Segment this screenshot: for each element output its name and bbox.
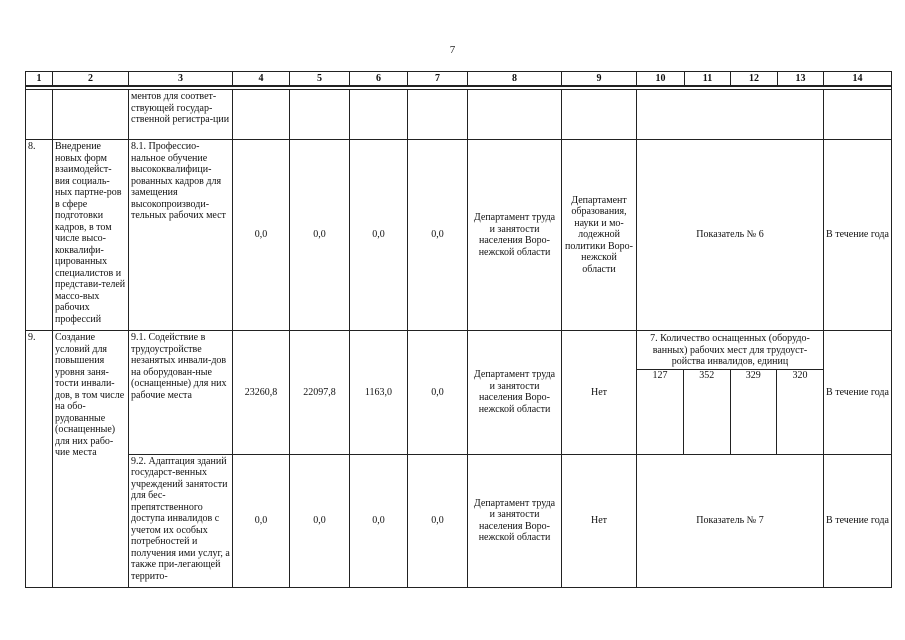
col-header-4: 4 xyxy=(233,72,290,87)
executor: Департамент труда и занятости населения Воро-нежской области xyxy=(468,454,562,587)
col-header-6: 6 xyxy=(350,72,408,87)
measure-text: 9.2. Адаптация зданий государст-венных учреждений занятости для бес-препятственного доступа инвалидов с учетом их особых потребностей и получения ими услуг, а также при-легающей террито- xyxy=(129,454,233,587)
funding-other: 0,0 xyxy=(408,454,468,587)
executor: Департамент труда и занятости населения Воро-нежской области xyxy=(468,140,562,331)
column-number-header xyxy=(26,72,892,87)
col-header-11: 11 xyxy=(685,72,731,87)
indicator-value: 127 xyxy=(637,369,684,454)
term: В течение года xyxy=(824,454,892,587)
col-header-2: 2 xyxy=(53,72,129,87)
table-row-continuation xyxy=(26,90,892,140)
col-header-13: 13 xyxy=(778,72,824,87)
indicator-values xyxy=(637,369,823,454)
funding-regional: 1163,0 xyxy=(350,331,408,455)
col-header-1: 1 xyxy=(26,72,53,87)
funding-regional: 0,0 xyxy=(350,140,408,331)
co-executor: Нет xyxy=(562,454,637,587)
measure-text: 8.1. Профессио-нальное обучение высококвалифици-рованных кадров для замещения высокопроизводи-тельных рабочих мест xyxy=(129,140,233,331)
funding-federal: 0,0 xyxy=(290,454,350,587)
term: В течение года xyxy=(824,331,892,455)
table-row-9-1 xyxy=(26,331,892,455)
indicator-value: 329 xyxy=(730,369,777,454)
funding-total: 23260,8 xyxy=(233,331,290,455)
co-executor: Департамент образования, науки и мо-лодежной политики Воро-нежской области xyxy=(562,140,637,331)
col-header-3: 3 xyxy=(129,72,233,87)
col-header-9: 9 xyxy=(562,72,637,87)
indicator: Показатель № 7 xyxy=(637,454,824,587)
term: В течение года xyxy=(824,140,892,331)
table-row-8 xyxy=(26,140,892,331)
funding-federal: 0,0 xyxy=(290,140,350,331)
funding-federal: 22097,8 xyxy=(290,331,350,455)
indicator-value: 320 xyxy=(777,369,824,454)
co-executor: Нет xyxy=(562,331,637,455)
indicator-block xyxy=(637,331,824,455)
col-header-12: 12 xyxy=(731,72,778,87)
row-number: 9. xyxy=(26,331,53,588)
task-name: Создание условий для повышения уровня заня-тости инвали-дов, в том числе на обо-рудованные (оснащенные) для них рабо-чие места xyxy=(53,331,129,588)
col-header-10: 10 xyxy=(637,72,685,87)
funding-total: 0,0 xyxy=(233,454,290,587)
program-table xyxy=(25,71,892,588)
indicator: Показатель № 6 xyxy=(637,140,824,331)
funding-other: 0,0 xyxy=(408,331,468,455)
funding-other: 0,0 xyxy=(408,140,468,331)
col-header-5: 5 xyxy=(290,72,350,87)
col-header-14: 14 xyxy=(824,72,892,87)
funding-regional: 0,0 xyxy=(350,454,408,587)
indicator-value: 352 xyxy=(684,369,731,454)
col-header-7: 7 xyxy=(408,72,468,87)
measure-text: 9.1. Содействие в трудоустройстве незанятых инвали-дов на оборудован-ные (оснащенные) для них рабочие места xyxy=(129,331,233,455)
indicator-title: 7. Количество оснащенных (оборудо-ванных) рабочих мест для трудоуст-ройства инвалидов, единиц xyxy=(650,333,810,367)
table-row-9-2 xyxy=(26,454,892,587)
row-number: 8. xyxy=(26,140,53,331)
col-header-8: 8 xyxy=(468,72,562,87)
executor: Департамент труда и занятости населения Воро-нежской области xyxy=(468,331,562,455)
funding-total: 0,0 xyxy=(233,140,290,331)
measure-continuation: ментов для соответ-ствующей государ-ственной регистра-ции xyxy=(129,90,233,140)
page-number: 7 xyxy=(449,44,456,56)
task-name: Внедрение новых форм взаимодейст-вия социаль-ных партне-ров в сфере подготовки кадров, в том числе высо-коквалифи-цированных специалистов и представи-телей массо-вых рабочих профессий xyxy=(53,140,129,331)
